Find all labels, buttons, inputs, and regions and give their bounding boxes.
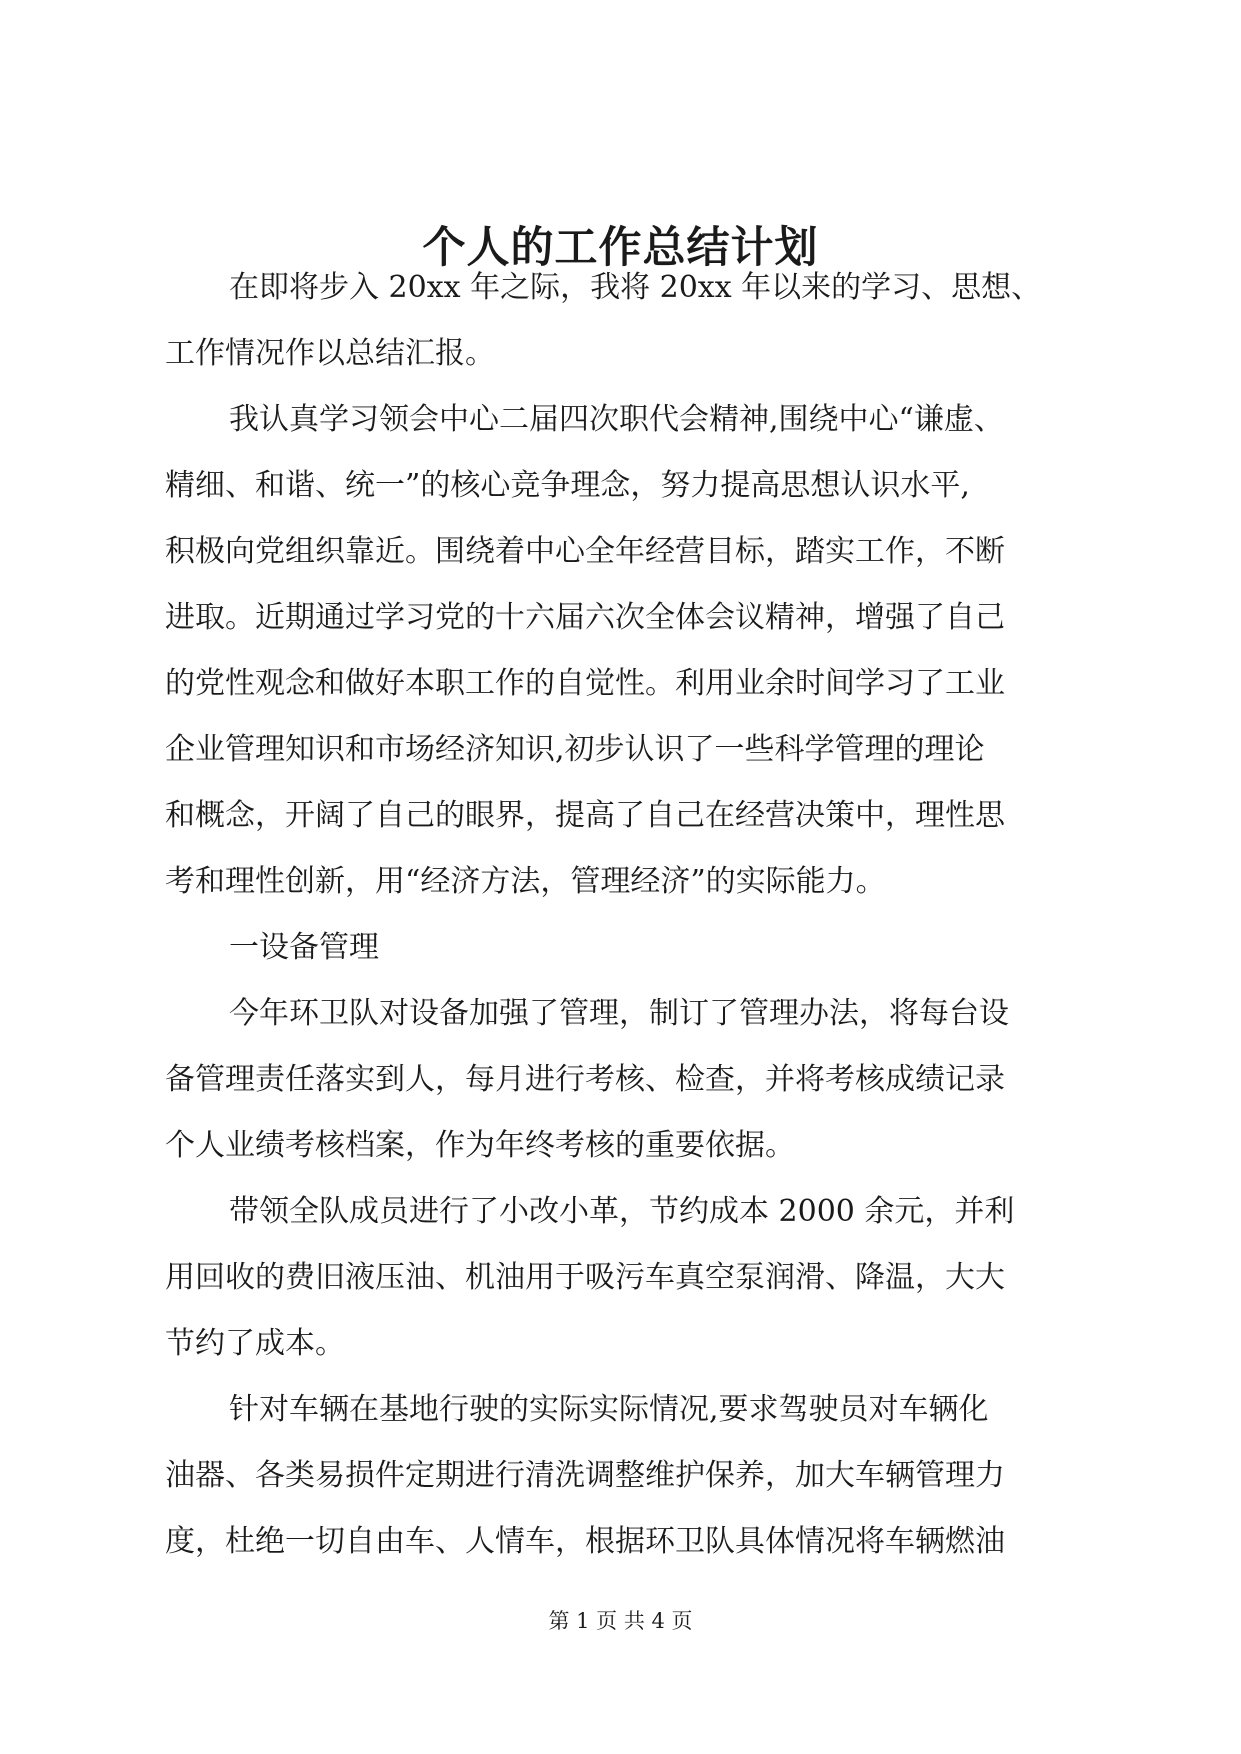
body-line-13: 备管理责任落实到人，每月进行考核、检查，并将考核成绩记录: [165, 1062, 1005, 1097]
document-title: 个人的工作总结计划: [422, 223, 819, 273]
body-line-8: 企业管理知识和市场经济知识,初步认识了一些科学管理的理论: [165, 732, 985, 767]
body-line-9: 和概念，开阔了自己的眼界，提高了自己在经营决策中，理性思: [165, 798, 1005, 833]
body-line-17: 节约了成本。: [165, 1326, 345, 1361]
body-line-3: 我认真学习领会中心二届四次职代会精神,围绕中心“谦虚、: [229, 402, 1004, 437]
body-line-12: 今年环卫队对设备加强了管理，制订了管理办法，将每台设: [229, 996, 1009, 1031]
body-line-18: 针对车辆在基地行驶的实际实际情况,要求驾驶员对车辆化: [229, 1392, 989, 1427]
body-line-14: 个人业绩考核档案，作为年终考核的重要依据。: [165, 1128, 795, 1163]
body-line-15: 带领全队成员进行了小改小革，节约成本 2000 余元，并利: [229, 1194, 1015, 1229]
body-line-7: 的党性观念和做好本职工作的自觉性。利用业余时间学习了工业: [165, 666, 1005, 701]
body-line-4: 精细、和谐、统一”的核心竞争理念，努力提高思想认识水平,: [165, 468, 970, 503]
body-line-10: 考和理性创新，用“经济方法，管理经济”的实际能力。: [165, 864, 886, 899]
section-heading: 一设备管理: [229, 930, 379, 965]
body-line-16: 用回收的费旧液压油、机油用于吸污车真空泵润滑、降温，大大: [165, 1260, 1005, 1295]
body-line-1: 在即将步入 20xx 年之际，我将 20xx 年以来的学习、思想、: [229, 270, 1042, 305]
page-number-footer: 第 1 页 共 4 页: [548, 1609, 693, 1633]
body-line-2: 工作情况作以总结汇报。: [165, 336, 495, 371]
body-line-6: 进取。近期通过学习党的十六届六次全体会议精神，增强了自己: [165, 600, 1005, 635]
body-line-19: 油器、各类易损件定期进行清洗调整维护保养，加大车辆管理力: [165, 1458, 1005, 1493]
body-line-20: 度，杜绝一切自由车、人情车，根据环卫队具体情况将车辆燃油: [165, 1524, 1005, 1559]
body-line-5: 积极向党组织靠近。围绕着中心全年经营目标，踏实工作，不断: [165, 534, 1005, 569]
